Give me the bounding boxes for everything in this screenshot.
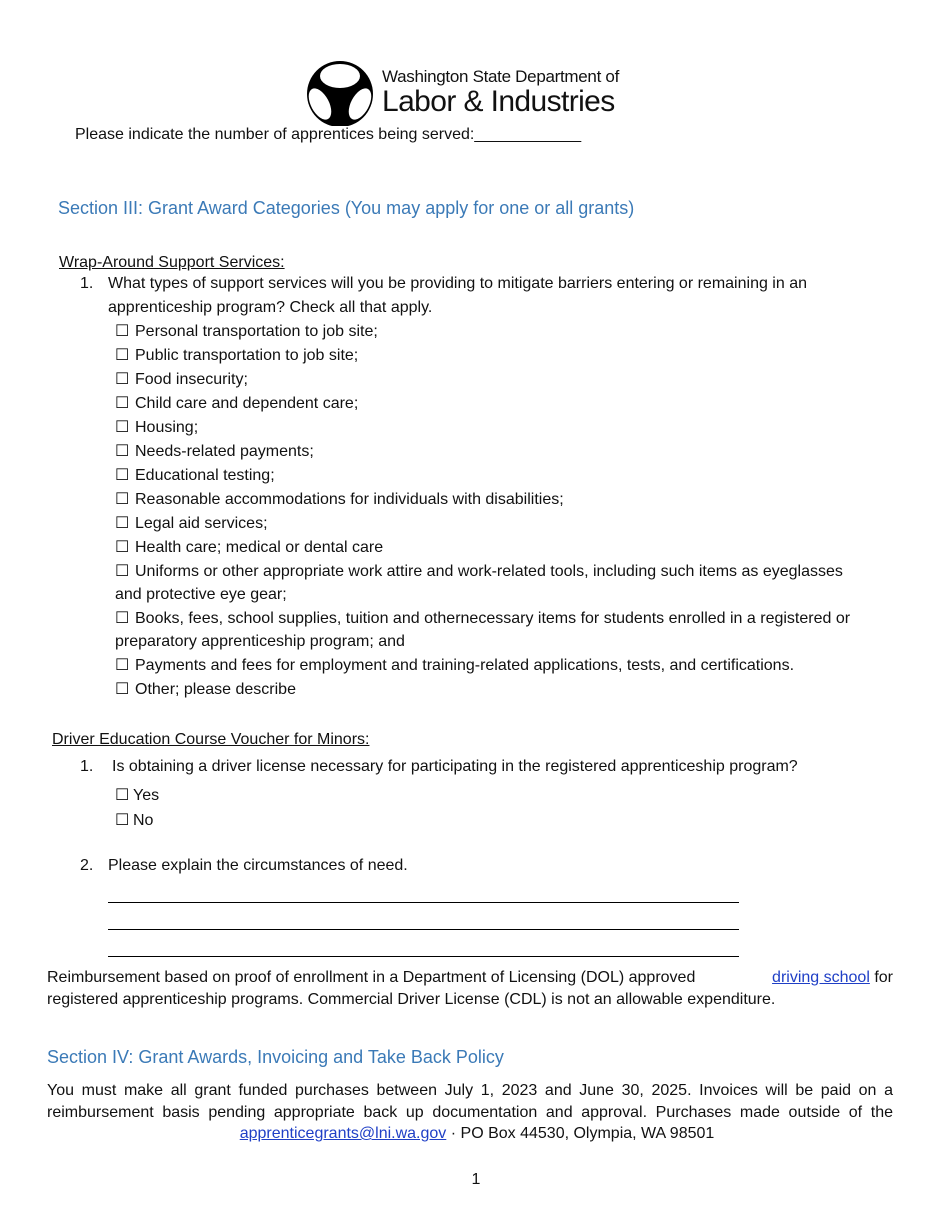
- option-other[interactable]: ☐ Other; please describe: [115, 681, 296, 698]
- checkbox[interactable]: ☐: [115, 539, 130, 556]
- checkbox[interactable]: ☐: [115, 395, 130, 412]
- reimbursement-line2: registered apprenticeship programs. Commercial Driver License (CDL) is not an allowable expenditure.: [47, 991, 776, 1008]
- option-books-fees[interactable]: ☐ Books, fees, school supplies, tuition and othernecessary items for students enrolled in a registered or: [115, 610, 851, 627]
- lni-logo: [306, 56, 626, 126]
- option-uniforms[interactable]: ☐ Uniforms or other appropriate work attire and work-related tools, including such items as eyeglasses: [115, 563, 843, 580]
- checkbox[interactable]: ☐: [115, 491, 130, 508]
- checkbox[interactable]: ☐: [115, 681, 130, 698]
- checkbox[interactable]: ☐: [115, 657, 130, 674]
- answer-line-2[interactable]: [108, 929, 739, 930]
- reimbursement-line1: [47, 968, 893, 988]
- checkbox[interactable]: ☐: [115, 467, 130, 484]
- answer-line-3[interactable]: [108, 956, 739, 957]
- wrap-around-heading: Wrap-Around Support Services:: [59, 254, 285, 271]
- page-number: 1: [471, 1171, 481, 1188]
- question-1-number: 1.: [80, 275, 94, 292]
- driving-school-link[interactable]: driving school: [772, 969, 870, 986]
- option-legal-aid[interactable]: ☐ Legal aid services;: [115, 515, 268, 532]
- option-housing[interactable]: ☐ Housing;: [115, 419, 199, 436]
- lni-logo-icon: [306, 56, 382, 126]
- section-iii-heading: Section III: Grant Award Categories (You may apply for one or all grants): [58, 198, 635, 218]
- driver-question-2-text: Please explain the circumstances of need.: [108, 857, 408, 874]
- option-public-transportation[interactable]: ☐ Public transportation to job site;: [115, 347, 359, 364]
- checkbox[interactable]: ☐: [115, 323, 130, 340]
- checkbox[interactable]: ☐: [115, 419, 130, 436]
- option-child-care[interactable]: ☐ Child care and dependent care;: [115, 395, 359, 412]
- driver-question-1-number: 1.: [80, 758, 94, 775]
- option-needs-related-payments[interactable]: ☐ Needs-related payments;: [115, 443, 314, 460]
- driver-question-2-number: 2.: [80, 857, 94, 874]
- option-books-fees-cont: preparatory apprenticeship program; and: [115, 633, 405, 650]
- checkbox[interactable]: ☐: [115, 563, 130, 580]
- driver-education-heading: Driver Education Course Voucher for Minors:: [52, 731, 370, 748]
- option-food-insecurity[interactable]: ☐ Food insecurity;: [115, 371, 248, 388]
- option-uniforms-cont: and protective eye gear;: [115, 586, 287, 603]
- question-1-line2: apprenticeship program? Check all that apply.: [108, 299, 433, 316]
- checkbox[interactable]: ☐: [115, 371, 130, 388]
- checkbox[interactable]: ☐: [115, 812, 130, 829]
- option-health-care[interactable]: ☐ Health care; medical or dental care: [115, 539, 384, 556]
- logo-text-line2: Labor & Industries: [382, 85, 615, 118]
- question-1-line1: What types of support services will you be providing to mitigate barriers entering or remaining in an: [108, 275, 807, 292]
- reimbursement-text: Reimbursement based on proof of enrollment in a Department of Licensing (DOL) approved: [47, 969, 696, 986]
- option-educational-testing[interactable]: ☐ Educational testing;: [115, 467, 275, 484]
- option-no[interactable]: ☐ No: [115, 812, 154, 829]
- section-iv-line1: You must make all grant funded purchases between July 1, 2023 and June 30, 2025. Invoices will be paid on a: [47, 1082, 893, 1099]
- answer-line-1[interactable]: [108, 902, 739, 903]
- checkbox[interactable]: ☐: [115, 515, 130, 532]
- checkbox[interactable]: ☐: [115, 787, 130, 804]
- section-iv-line2: reimbursement basis pending appropriate back up documentation and approval. Purchases made outside of the: [47, 1104, 893, 1121]
- checkbox[interactable]: ☐: [115, 347, 130, 364]
- footer-address: · PO Box 44530, Olympia, WA 98501: [446, 1125, 715, 1142]
- footer-contact: [0, 1124, 950, 1144]
- reimbursement-for: for: [874, 969, 893, 986]
- option-yes[interactable]: ☐ Yes: [115, 787, 160, 804]
- apprentices-count-prompt: Please indicate the number of apprentices being served:____________: [75, 126, 582, 143]
- option-reasonable-accommodations[interactable]: ☐ Reasonable accommodations for individuals with disabilities;: [115, 491, 564, 508]
- option-payments-and-fees[interactable]: ☐ Payments and fees for employment and training-related applications, tests, and certifications.: [115, 657, 795, 674]
- checkbox[interactable]: ☐: [115, 443, 130, 460]
- option-personal-transportation[interactable]: ☐ Personal transportation to job site;: [115, 323, 378, 340]
- section-iv-heading: Section IV: Grant Awards, Invoicing and Take Back Policy: [47, 1047, 504, 1067]
- driver-question-1-text: Is obtaining a driver license necessary for participating in the registered apprenticeship program?: [112, 758, 798, 775]
- logo-text-line1: Washington State Department of: [382, 67, 620, 86]
- footer-email-link[interactable]: apprenticegrants@lni.wa.gov: [239, 1125, 447, 1142]
- checkbox[interactable]: ☐: [115, 610, 130, 627]
